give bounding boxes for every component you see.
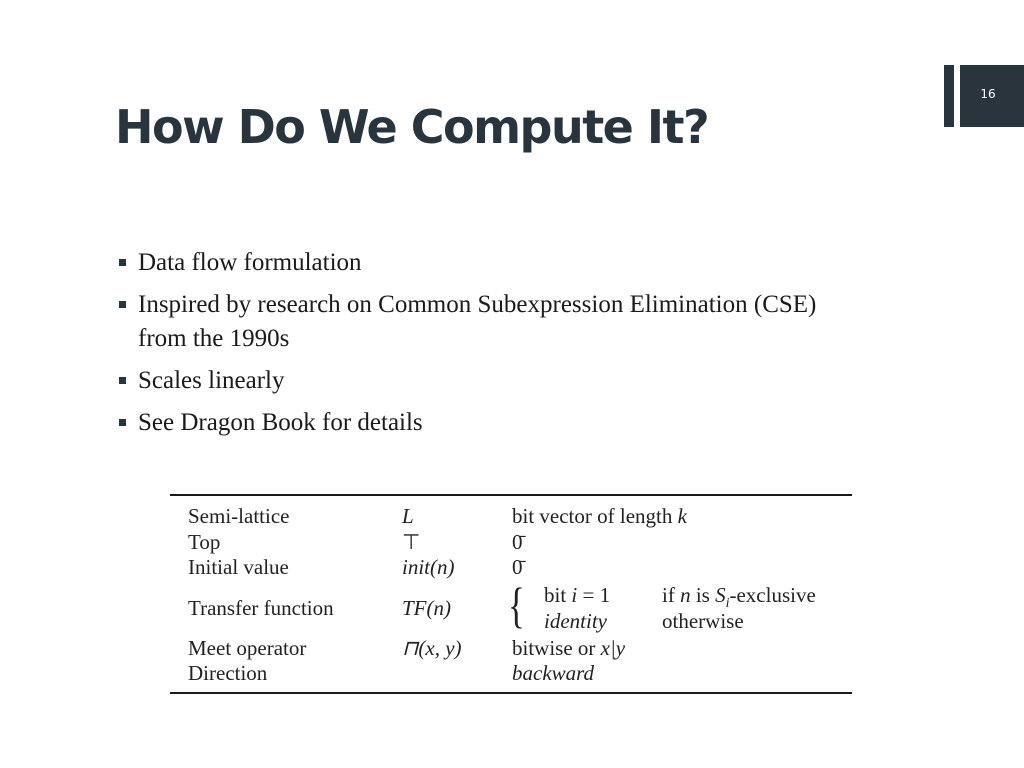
slide-number-badge xyxy=(960,65,1024,127)
slide-title: How Do We Compute It? xyxy=(115,100,709,154)
table-top-rule xyxy=(170,494,852,496)
bullet-text: Scales linearly xyxy=(138,367,285,394)
row-value-direction: backward xyxy=(512,661,595,685)
square-bullet-icon xyxy=(119,259,126,266)
value-variable: k xyxy=(677,504,687,528)
value-variable: x|y xyxy=(600,636,626,660)
row-symbol-initial: init(n) xyxy=(402,555,455,579)
row-symbol-top: ⊤ xyxy=(402,530,421,554)
bullet-item xyxy=(118,246,818,280)
bullet-text: Data flow formulation xyxy=(138,249,362,276)
row-name-meet: Meet operator xyxy=(188,636,307,660)
row-name-direction: Direction xyxy=(188,661,268,685)
slide-number-accent-bar xyxy=(944,65,954,127)
case-text: if xyxy=(662,583,681,607)
case-text: bit xyxy=(544,583,572,607)
row-symbol-transfer: TF(n) xyxy=(402,596,451,620)
transfer-case2-condition: otherwise xyxy=(662,609,744,633)
row-name-initial: Initial value xyxy=(188,555,289,579)
row-value-top: 0̄ xyxy=(512,530,523,554)
case-text: is xyxy=(690,583,716,607)
row-value-semilattice xyxy=(512,503,687,529)
row-name-top: Top xyxy=(188,530,221,554)
value-text: bit vector of length xyxy=(512,504,678,528)
table-bottom-rule xyxy=(170,692,852,694)
transfer-case1-value xyxy=(544,582,610,608)
case-variable: i xyxy=(571,583,578,607)
bullet-item xyxy=(118,364,818,398)
slide-number: 16 xyxy=(980,87,996,101)
case-text: -exclusive xyxy=(729,583,816,607)
bullet-item xyxy=(118,406,818,440)
row-name-transfer: Transfer function xyxy=(188,596,334,620)
bullet-text: See Dragon Book for details xyxy=(138,409,423,436)
case-set: S xyxy=(715,583,726,607)
bullet-item xyxy=(118,288,818,356)
dataflow-formulation-table xyxy=(170,492,852,698)
bullet-text: Inspired by research on Common Subexpression Elimination (CSE) from the 1990s xyxy=(138,291,817,352)
case-variable: n xyxy=(680,583,691,607)
square-bullet-icon xyxy=(119,377,126,384)
row-symbol-meet: ⊓(x, y) xyxy=(402,636,462,660)
transfer-case2-value: identity xyxy=(544,609,607,633)
row-value-meet xyxy=(512,635,625,661)
square-bullet-icon xyxy=(119,419,126,426)
row-symbol-semilattice: L xyxy=(402,504,414,528)
bullet-list xyxy=(118,246,818,448)
square-bullet-icon xyxy=(119,301,126,308)
case-text: = 1 xyxy=(577,583,611,607)
row-value-initial: 0̄ xyxy=(512,555,523,579)
value-text: bitwise or xyxy=(512,636,601,660)
row-name-semilattice: Semi-lattice xyxy=(188,504,290,528)
case-subscript: i xyxy=(725,596,730,612)
left-brace-icon: { xyxy=(508,577,525,633)
